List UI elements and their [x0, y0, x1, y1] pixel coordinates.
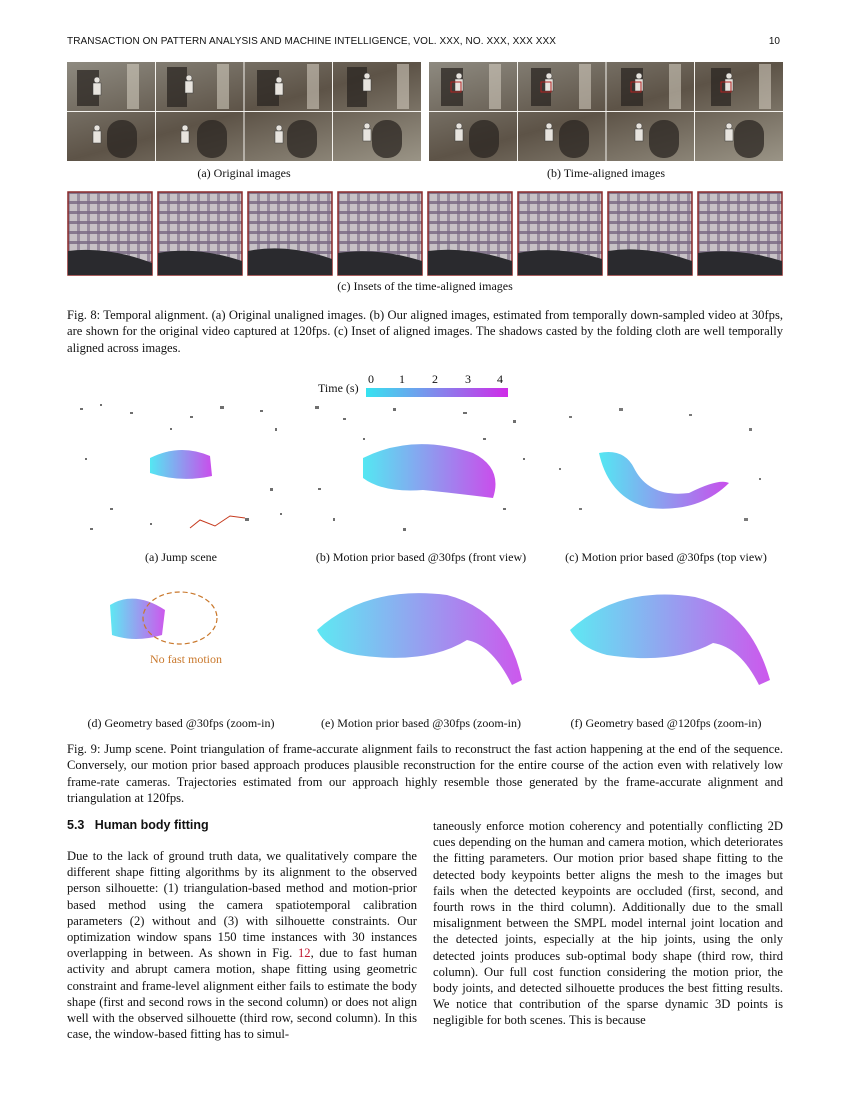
colorbar-tick-1: 1 — [399, 372, 405, 386]
fig9a-pointcloud — [70, 398, 292, 544]
fig8b-photo-tiles — [429, 62, 783, 161]
fig8b-subcaption: (b) Time-aligned images — [547, 166, 665, 180]
fig9f-subcaption: (f) Geometry based @120fps (zoom-in) — [570, 716, 762, 730]
left-text-part1: Due to the lack of ground truth data, we qualitatively compare the different shape fitting algorithms by its alignment to the observed person silhouette: (1) triangulation-based method and motion-prior based method using the camera spatiotemporal calibration parameters (2) without and (3) with silhouette constraints. Our optimization window spans 150 time instances with 30 instances overlapping in between. As shown in Fig. — [67, 849, 417, 961]
fig9c-pointcloud — [549, 398, 783, 544]
no-fast-motion-label: No fast motion — [150, 652, 222, 666]
fig9b-subcaption: (b) Motion prior based @30fps (front view) — [315, 550, 527, 564]
fig9f-zoom — [545, 585, 783, 690]
colorbar-tick-4: 4 — [497, 372, 503, 386]
running-header: TRANSACTION ON PATTERN ANALYSIS AND MACHINE INTELLIGENCE, VOL. XXX, NO. XXX, XXX XXX — [67, 36, 557, 47]
page-number: 10 — [768, 36, 780, 47]
fig9b-pointcloud — [303, 398, 539, 544]
fig8b-image-grid — [429, 62, 783, 161]
left-text-part2: , due to fast human activity and abrupt camera motion, shape fitting using geometric constraint and frame-level alignment either fails to estimate the body shape (first and second rows in the second column) or does not align well with the observed silhouette (third row, second column). In this case, the window-based fitting has to simul- — [67, 946, 417, 1042]
fig9e-zoom — [297, 585, 535, 690]
fig8a-subcaption: (a) Original images — [197, 166, 291, 180]
colorbar-tick-0: 0 — [368, 372, 374, 386]
fig9c-subcaption: (c) Motion prior based @30fps (top view) — [565, 550, 767, 564]
fig8-caption: Fig. 8: Temporal alignment. (a) Original unaligned images. (b) Our aligned images, estimated from temporally down-sampled video at 30fps, are shown for the original video captured at 120fps. (c) Inset of aligned images. The shadows casted by the folding cloth are well temporally aligned across images. — [67, 308, 783, 355]
fig9-caption: Fig. 9: Jump scene. Point triangulation of frame-accurate alignment fails to reconstruct the fast action happening at the end of the sequence. Conversely, our motion prior based approach produces plausible reconstruction for the entire course of the action even with relatively low frame-rate cameras. Trajectories estimated from our approach highly resemble those generated by the frame-accurate alignment and triangulation at 120fps. — [67, 742, 783, 806]
colorbar-tick-3: 3 — [465, 372, 471, 386]
fig9e-subcaption: (e) Motion prior based @30fps (zoom-in) — [320, 716, 521, 730]
left-column-text — [67, 848, 417, 1042]
section-heading: 5.3 Human body fitting — [67, 818, 209, 832]
fig8c-inset-tiles — [68, 192, 782, 275]
fig8a-photo-tiles — [67, 62, 421, 161]
colorbar-label: Time (s) — [318, 381, 359, 395]
right-column-text: taneously enforce motion coherency and potentially conflicting 2D cues depending on the human and camera motion, which deteriorates the fitting parameters. Our motion prior based shape fitting to the detected body keypoints better aligns the mesh to the images but fails when the detected keypoints are occluded (first, second, and fourth rows in the third column). Additionally due to the small misalignment between the SMPL model internal joint location and the detected joints, especially at the hip joints, using the only detected joints produces sub-optimal body shape (third row, third column). Our full cost function considering the motion prior, the body joints, and detected silhouette produces the best fitting results. We notice that contribution of the sparse dynamic 3D points is negligible for both scenes. This is because — [433, 819, 783, 1028]
fig9d-subcaption: (d) Geometry based @30fps (zoom-in) — [87, 716, 275, 730]
fig9d-zoom — [80, 585, 280, 690]
fig-reference-link[interactable]: 12 — [297, 946, 311, 961]
fig9a-subcaption: (a) Jump scene — [145, 550, 217, 564]
colorbar-tick-2: 2 — [432, 372, 438, 386]
fig8c-subcaption: (c) Insets of the time-aligned images — [337, 279, 513, 293]
fig8c-inset-row — [67, 191, 783, 276]
fig8a-image-grid — [67, 62, 421, 161]
colorbar — [366, 388, 508, 397]
